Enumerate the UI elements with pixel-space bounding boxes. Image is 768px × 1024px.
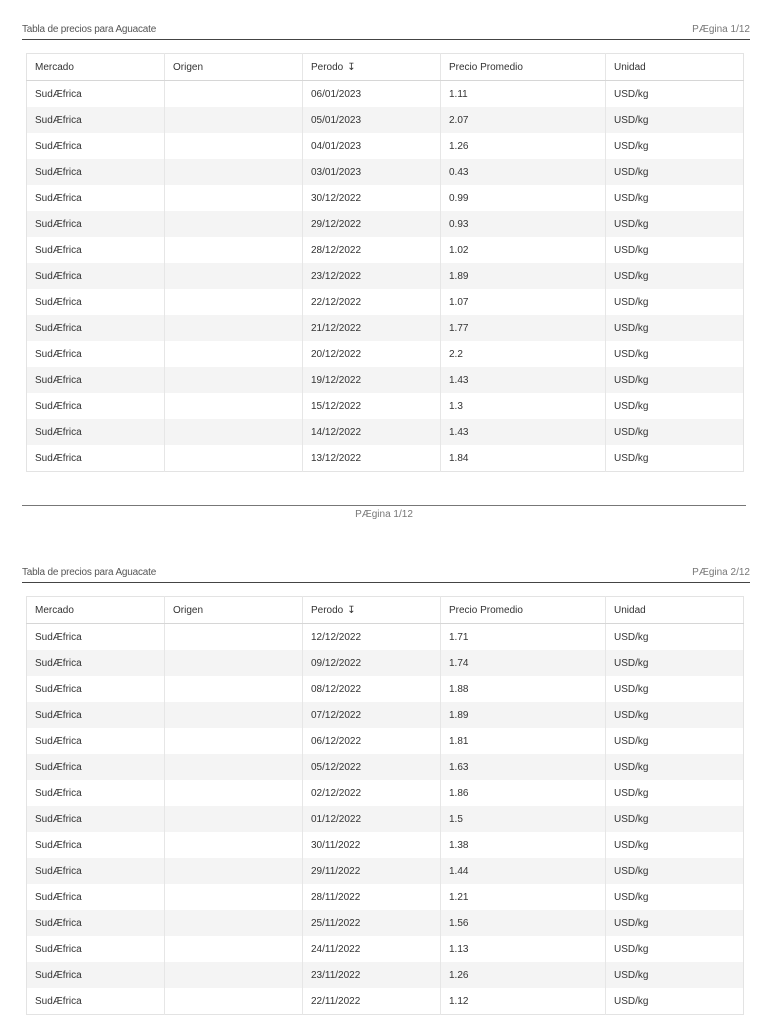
table-row [27, 393, 744, 419]
cell-mercado: SudÆfrica [27, 367, 165, 393]
arrow-down-icon: ↧ [347, 61, 356, 73]
cell-precio-promedio: 1.02 [441, 237, 606, 263]
cell-periodo: 21/12/2022 [303, 315, 441, 341]
cell-unidad: USD/kg [606, 676, 744, 702]
table-row [27, 445, 744, 472]
table-row [27, 341, 744, 367]
cell-unidad: USD/kg [606, 754, 744, 780]
table-row [27, 884, 744, 910]
cell-origen [165, 962, 303, 988]
cell-unidad: USD/kg [606, 185, 744, 211]
cell-origen [165, 884, 303, 910]
cell-periodo: 09/12/2022 [303, 650, 441, 676]
cell-unidad: USD/kg [606, 263, 744, 289]
column-header-label: Perodo [311, 61, 344, 73]
table-row [27, 988, 744, 1015]
cell-unidad: USD/kg [606, 624, 744, 651]
table-row [27, 650, 744, 676]
cell-mercado: SudÆfrica [35, 244, 82, 256]
column-header-label: Mercado [35, 61, 74, 73]
page-number: PÆgina 1/12 [692, 24, 750, 35]
cell-mercado: SudÆfrica [35, 735, 82, 747]
column-header-mercado[interactable] [27, 54, 165, 81]
cell-precio-promedio: 1.5 [441, 806, 606, 832]
cell-unidad: USD/kg [606, 728, 744, 754]
cell-mercado: SudÆfrica [27, 211, 165, 237]
price-table [26, 53, 744, 472]
column-header-periodo[interactable] [303, 54, 441, 81]
cell-mercado: SudÆfrica [27, 107, 165, 133]
table-row [27, 315, 744, 341]
table-row [27, 754, 744, 780]
cell-mercado: SudÆfrica [35, 787, 82, 799]
table-row [27, 910, 744, 936]
cell-mercado: SudÆfrica [35, 192, 82, 204]
table-row [27, 289, 744, 315]
cell-precio-promedio: 1.26 [441, 133, 606, 159]
column-header-origen[interactable] [165, 597, 303, 624]
cell-periodo: 04/01/2023 [303, 133, 441, 159]
cell-precio-promedio: 1.26 [441, 962, 606, 988]
cell-periodo: 22/11/2022 [303, 988, 441, 1015]
cell-periodo: 05/12/2022 [303, 754, 441, 780]
cell-mercado: SudÆfrica [35, 296, 82, 308]
cell-precio-promedio: 1.44 [441, 858, 606, 884]
cell-unidad: USD/kg [606, 315, 744, 341]
cell-unidad: USD/kg [606, 988, 744, 1015]
cell-precio-promedio: 1.13 [441, 936, 606, 962]
cell-unidad: USD/kg [606, 237, 744, 263]
cell-periodo: 05/01/2023 [303, 107, 441, 133]
cell-unidad: USD/kg [606, 393, 744, 419]
cell-origen [165, 858, 303, 884]
cell-mercado: SudÆfrica [27, 910, 165, 936]
cell-periodo: 29/11/2022 [303, 858, 441, 884]
footer-divider [22, 505, 746, 506]
cell-unidad: USD/kg [606, 367, 744, 393]
table-row [27, 237, 744, 263]
cell-origen [165, 445, 303, 472]
cell-origen [165, 185, 303, 211]
column-header-unidad[interactable] [606, 597, 744, 624]
cell-precio-promedio: 1.21 [441, 884, 606, 910]
cell-unidad: USD/kg [606, 806, 744, 832]
cell-origen [165, 289, 303, 315]
price-table [26, 596, 744, 1015]
cell-unidad: USD/kg [606, 341, 744, 367]
cell-mercado: SudÆfrica [27, 419, 165, 445]
cell-mercado: SudÆfrica [27, 754, 165, 780]
cell-unidad: USD/kg [606, 133, 744, 159]
cell-periodo: 13/12/2022 [303, 445, 441, 472]
table-row [27, 159, 744, 185]
table-row [27, 806, 744, 832]
document-title: Tabla de precios para Aguacate [22, 24, 157, 35]
cell-unidad: USD/kg [606, 962, 744, 988]
document-title: Tabla de precios para Aguacate [22, 567, 157, 578]
cell-unidad: USD/kg [606, 650, 744, 676]
cell-precio-promedio: 1.07 [441, 289, 606, 315]
column-header-label: Perodo [311, 604, 344, 616]
cell-periodo: 06/12/2022 [303, 728, 441, 754]
column-header-label: Origen [173, 604, 204, 616]
cell-mercado: SudÆfrica [27, 159, 165, 185]
cell-unidad: USD/kg [606, 858, 744, 884]
cell-unidad: USD/kg [606, 81, 744, 108]
table-row [27, 81, 744, 108]
cell-precio-promedio: 1.43 [441, 419, 606, 445]
cell-mercado: SudÆfrica [27, 806, 165, 832]
cell-periodo: 25/11/2022 [303, 910, 441, 936]
cell-precio-promedio: 1.84 [441, 445, 606, 472]
cell-origen [165, 263, 303, 289]
cell-unidad: USD/kg [606, 107, 744, 133]
cell-periodo: 28/12/2022 [303, 237, 441, 263]
cell-precio-promedio: 1.89 [441, 263, 606, 289]
cell-origen [165, 806, 303, 832]
cell-unidad: USD/kg [606, 159, 744, 185]
page-number: PÆgina 2/12 [692, 567, 750, 578]
cell-periodo: 03/01/2023 [303, 159, 441, 185]
table-row [27, 185, 744, 211]
cell-periodo: 23/12/2022 [303, 263, 441, 289]
cell-precio-promedio: 1.43 [441, 367, 606, 393]
cell-periodo: 30/12/2022 [303, 185, 441, 211]
cell-precio-promedio: 0.43 [441, 159, 606, 185]
table-row [27, 702, 744, 728]
arrow-down-icon: ↧ [347, 604, 356, 616]
column-header-precio-promedio[interactable] [441, 597, 606, 624]
cell-origen [165, 159, 303, 185]
cell-mercado: SudÆfrica [35, 452, 82, 464]
column-header-precio-promedio[interactable] [441, 54, 606, 81]
cell-precio-promedio: 1.38 [441, 832, 606, 858]
cell-periodo: 15/12/2022 [303, 393, 441, 419]
column-header-label: Mercado [35, 604, 74, 616]
table-body [27, 81, 744, 472]
cell-periodo: 20/12/2022 [303, 341, 441, 367]
cell-precio-promedio: 0.99 [441, 185, 606, 211]
cell-periodo: 29/12/2022 [303, 211, 441, 237]
table-row [27, 624, 744, 651]
cell-unidad: USD/kg [606, 832, 744, 858]
cell-unidad: USD/kg [606, 936, 744, 962]
cell-mercado: SudÆfrica [35, 88, 82, 100]
cell-periodo: 28/11/2022 [303, 884, 441, 910]
cell-periodo: 12/12/2022 [303, 624, 441, 651]
table-row [27, 676, 744, 702]
cell-origen [165, 419, 303, 445]
table-row [27, 780, 744, 806]
cell-unidad: USD/kg [606, 910, 744, 936]
cell-mercado: SudÆfrica [27, 650, 165, 676]
cell-unidad: USD/kg [606, 289, 744, 315]
cell-mercado: SudÆfrica [27, 263, 165, 289]
cell-origen [165, 237, 303, 263]
cell-origen [165, 367, 303, 393]
cell-mercado: SudÆfrica [27, 962, 165, 988]
cell-precio-promedio: 2.2 [441, 341, 606, 367]
cell-precio-promedio: 1.63 [441, 754, 606, 780]
footer-page-number: PÆgina 1/12 [355, 509, 413, 520]
cell-periodo: 19/12/2022 [303, 367, 441, 393]
cell-origen [165, 988, 303, 1015]
cell-periodo: 24/11/2022 [303, 936, 441, 962]
page-header [22, 566, 750, 583]
cell-precio-promedio: 1.77 [441, 315, 606, 341]
table-row [27, 962, 744, 988]
cell-origen [165, 650, 303, 676]
table-row [27, 107, 744, 133]
table-body [27, 624, 744, 1015]
cell-origen [165, 211, 303, 237]
table-row [27, 728, 744, 754]
table-header-row [27, 54, 744, 81]
cell-unidad: USD/kg [606, 445, 744, 472]
cell-mercado: SudÆfrica [35, 995, 82, 1007]
cell-origen [165, 676, 303, 702]
cell-unidad: USD/kg [606, 211, 744, 237]
cell-origen [165, 393, 303, 419]
table-row [27, 133, 744, 159]
cell-periodo: 02/12/2022 [303, 780, 441, 806]
cell-precio-promedio: 1.89 [441, 702, 606, 728]
column-header-unidad[interactable] [606, 54, 744, 81]
table-row [27, 858, 744, 884]
cell-periodo: 08/12/2022 [303, 676, 441, 702]
cell-precio-promedio: 1.56 [441, 910, 606, 936]
cell-origen [165, 133, 303, 159]
cell-mercado: SudÆfrica [35, 400, 82, 412]
cell-precio-promedio: 2.07 [441, 107, 606, 133]
column-header-origen[interactable] [165, 54, 303, 81]
cell-mercado: SudÆfrica [35, 891, 82, 903]
cell-periodo: 07/12/2022 [303, 702, 441, 728]
column-header-periodo[interactable] [303, 597, 441, 624]
cell-unidad: USD/kg [606, 702, 744, 728]
cell-origen [165, 754, 303, 780]
table-row [27, 936, 744, 962]
page-header [22, 23, 750, 40]
cell-periodo: 01/12/2022 [303, 806, 441, 832]
cell-precio-promedio: 1.3 [441, 393, 606, 419]
cell-mercado: SudÆfrica [35, 943, 82, 955]
cell-unidad: USD/kg [606, 884, 744, 910]
cell-origen [165, 936, 303, 962]
cell-mercado: SudÆfrica [35, 348, 82, 360]
cell-origen [165, 341, 303, 367]
cell-precio-promedio: 1.81 [441, 728, 606, 754]
table-row [27, 263, 744, 289]
column-header-label: Precio Promedio [449, 604, 523, 616]
table-header-row [27, 597, 744, 624]
cell-mercado: SudÆfrica [27, 702, 165, 728]
cell-precio-promedio: 1.86 [441, 780, 606, 806]
cell-origen [165, 832, 303, 858]
cell-origen [165, 624, 303, 651]
column-header-label: Precio Promedio [449, 61, 523, 73]
table-row [27, 367, 744, 393]
cell-unidad: USD/kg [606, 419, 744, 445]
cell-origen [165, 728, 303, 754]
cell-origen [165, 910, 303, 936]
column-header-label: Origen [173, 61, 204, 73]
cell-mercado: SudÆfrica [27, 858, 165, 884]
cell-precio-promedio: 1.11 [441, 81, 606, 108]
cell-origen [165, 702, 303, 728]
cell-periodo: 22/12/2022 [303, 289, 441, 315]
cell-precio-promedio: 0.93 [441, 211, 606, 237]
cell-origen [165, 315, 303, 341]
cell-origen [165, 81, 303, 108]
cell-mercado: SudÆfrica [35, 631, 82, 643]
table-row [27, 419, 744, 445]
cell-periodo: 06/01/2023 [303, 81, 441, 108]
table-row [27, 211, 744, 237]
cell-mercado: SudÆfrica [35, 683, 82, 695]
cell-precio-promedio: 1.88 [441, 676, 606, 702]
cell-precio-promedio: 1.12 [441, 988, 606, 1015]
cell-mercado: SudÆfrica [27, 315, 165, 341]
cell-periodo: 30/11/2022 [303, 832, 441, 858]
cell-periodo: 14/12/2022 [303, 419, 441, 445]
cell-origen [165, 107, 303, 133]
cell-precio-promedio: 1.74 [441, 650, 606, 676]
table-row [27, 832, 744, 858]
cell-mercado: SudÆfrica [35, 140, 82, 152]
cell-origen [165, 780, 303, 806]
cell-periodo: 23/11/2022 [303, 962, 441, 988]
column-header-mercado[interactable] [27, 597, 165, 624]
column-header-label: Unidad [614, 604, 646, 616]
cell-unidad: USD/kg [606, 780, 744, 806]
cell-precio-promedio: 1.71 [441, 624, 606, 651]
cell-mercado: SudÆfrica [35, 839, 82, 851]
column-header-label: Unidad [614, 61, 646, 73]
